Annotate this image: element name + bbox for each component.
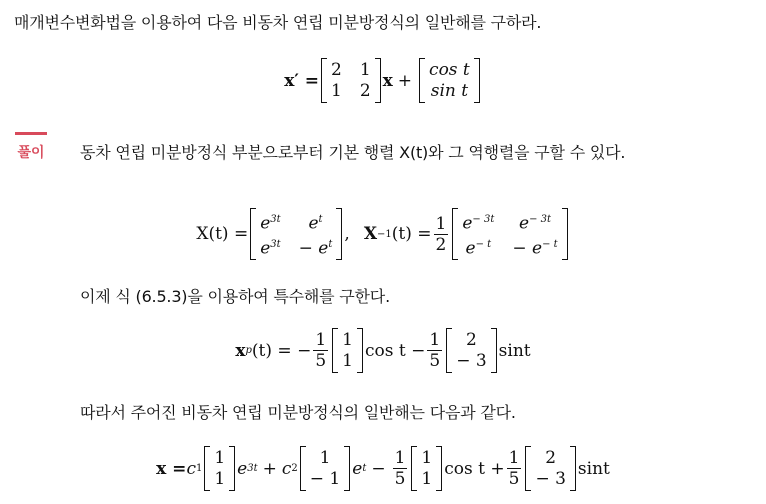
eq4-c1: c: [186, 458, 196, 479]
vector-cell: 1: [342, 351, 353, 371]
vector-cell: 2: [466, 330, 477, 350]
eq2-comma: ,: [344, 224, 350, 245]
eq1-coefficient-matrix: [321, 58, 381, 103]
matrix-cell: $e^{3t}$: [260, 213, 281, 234]
eq4-vector-4: [525, 446, 575, 491]
vector-cell: − 3: [456, 351, 487, 371]
eq2-Xinv-sup: −1: [377, 228, 392, 240]
vector-cell: 1: [342, 330, 353, 350]
equation-system: [0, 58, 766, 103]
matrix-cell: $e^{- 3t}$: [462, 213, 495, 234]
matrix-cell: − $e^{- t}$: [512, 238, 558, 259]
eq3-fraction-2: $\frac{1}{5}$: [429, 330, 441, 371]
eq4-exp-1-sup: 3t: [247, 463, 258, 474]
eq1-forcing-vector: [419, 58, 480, 103]
eq3-vector-1: [332, 328, 363, 373]
eq4-cos: cos t +: [444, 458, 505, 479]
matrix-cell: $e^{- 3t}$: [519, 213, 552, 234]
eq3-lhs: x: [235, 340, 246, 361]
eq3-sin: sint: [498, 340, 531, 361]
eq4-minus: −: [371, 458, 386, 479]
vector-cell: 1: [214, 448, 226, 468]
eq1-lhs: x′ =: [284, 70, 319, 91]
eq2-Xinv-arg: (t) =: [391, 224, 432, 245]
matrix-cell: − $e^t$: [298, 238, 333, 259]
eq4-c1-sub: 1: [195, 463, 203, 474]
eq4-fraction-2: $\frac{1}{5}$: [508, 448, 520, 489]
vector-cell: sin t: [430, 81, 469, 101]
eq2-X-lhs: X(t) =: [196, 224, 249, 245]
eq3-vector-2: [446, 328, 496, 373]
vector-cell: cos t: [429, 60, 470, 80]
solution-line-3: 따라서 주어진 비동차 연립 미분방정식의 일반해는 다음과 같다.: [80, 403, 516, 422]
vector-cell: 1: [421, 469, 433, 489]
eq4-vector-1: [204, 446, 235, 491]
vector-cell: 2: [545, 448, 557, 468]
solution-line-2: 이제 식 (6.5.3)을 이용하여 특수해를 구한다.: [80, 287, 390, 306]
matrix-cell: $e^t$: [308, 213, 323, 234]
eq4-c2: c: [281, 458, 292, 479]
eq4-c2-sub: 2: [291, 463, 298, 474]
eq4-exp-1: e: [237, 458, 248, 479]
eq4-vector-3: [411, 446, 442, 491]
matrix-cell: 2: [331, 60, 342, 80]
vector-cell: − 3: [535, 469, 566, 489]
solution-label: 풀이: [14, 132, 48, 162]
vector-cell: 1: [421, 448, 433, 468]
eq4-exp-2: e: [352, 458, 363, 479]
eq4-lhs: x =: [156, 458, 187, 479]
equation-particular-solution: [0, 328, 766, 373]
eq2-Xinv-symbol: X: [363, 224, 378, 245]
eq3-sub: p: [245, 345, 252, 356]
equation-general-solution: [0, 446, 766, 491]
eq2-Xinv-matrix: [452, 208, 567, 260]
eq4-fraction-1: $\frac{1}{5}$: [394, 448, 406, 489]
vector-cell: 1: [214, 469, 226, 489]
eq1-x: x: [382, 70, 393, 91]
matrix-cell: $e^{- t}$: [465, 238, 492, 259]
eq4-exp-2-sup: t: [362, 463, 367, 474]
eq3-cos: cos t −: [364, 340, 426, 361]
equation-fundamental-matrix: [0, 208, 766, 260]
eq2-X-matrix: [250, 208, 342, 260]
solution-line-1: 동차 연립 미분방정식 부분으로부터 기본 행렬 X(t)와 그 역행렬을 구할 수 있다.: [80, 143, 626, 162]
solution-label-bar: [15, 132, 47, 135]
eq4-sin: sint: [577, 458, 610, 479]
eq4-plus: +: [262, 458, 277, 479]
eq3-arg: (t) = −: [251, 340, 312, 361]
problem-statement: 매개변수변화법을 이용하여 다음 비동차 연립 미분방정식의 일반해를 구하라.: [14, 13, 542, 32]
vector-cell: 1: [319, 448, 331, 468]
eq3-fraction-1: $\frac{1}{5}$: [315, 330, 327, 371]
eq2-fraction: $\frac{1}{2}$: [435, 213, 447, 255]
eq4-vector-2: [300, 446, 350, 491]
vector-cell: − 1: [309, 469, 341, 489]
matrix-cell: 1: [331, 81, 342, 101]
eq1-plus: +: [397, 70, 413, 91]
matrix-cell: 2: [359, 81, 371, 101]
matrix-cell: $e^{3t}$: [260, 238, 281, 259]
matrix-cell: 1: [359, 60, 371, 80]
